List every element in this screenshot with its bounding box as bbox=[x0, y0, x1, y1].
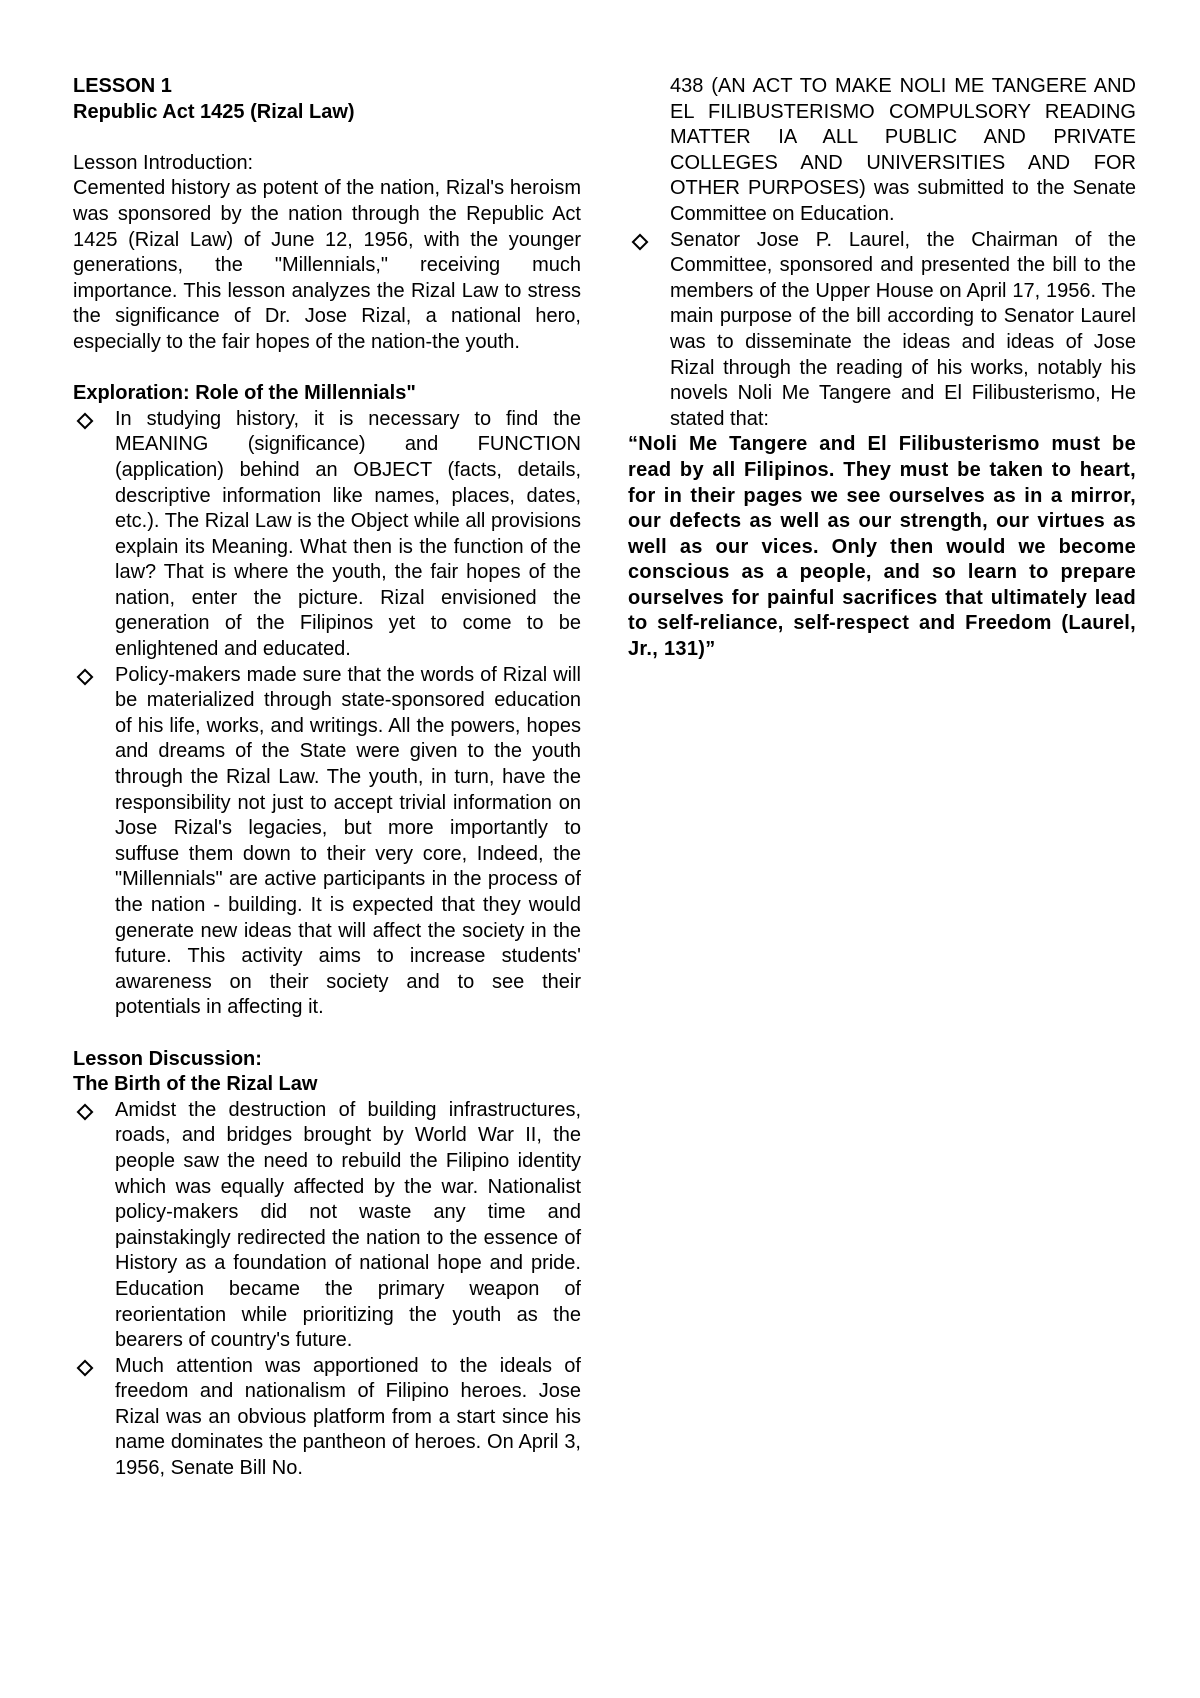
list-item-text: In studying history, it is necessary to find the MEANING (significance) and FUNCTION (application) behind an OBJECT (facts, details, descriptive information like names, places, dates, etc.). The Rizal Law is the Object while all provisions explain its Meaning. What then is the function of the law? That is where the youth, the fair hopes of the nation, enter the picture. Rizal envisioned the generation of the Filipinos yet to come to be enlightened and educated. bbox=[115, 407, 581, 661]
list-item bbox=[628, 228, 1136, 433]
left-column bbox=[73, 74, 581, 1482]
intro-heading: Lesson Introduction: bbox=[73, 151, 254, 174]
exploration-list bbox=[73, 407, 581, 1021]
list-item-text: Policy-makers made sure that the words of Rizal will be materialized through state-sponsored education of his life, works, and writings. All the powers, hopes and dreams of the State were given to the youth through the Rizal Law. The youth, in turn, have the responsibility not just to accept trivial information on Jose Rizal's legacies, but more importantly to suffuse them down to their very core, Indeed, the "Millennials" are active participants in the process of the nation - building. It is expected that they would generate new ideas that will affect the society in the future. This activity aims to increase students' awareness on their society and to see their potentials in affecting it. bbox=[115, 663, 581, 1019]
list-item bbox=[73, 1098, 581, 1354]
right-column bbox=[628, 74, 1136, 663]
exploration-heading: Exploration: Role of the Millennials" bbox=[73, 382, 416, 405]
diamond-outline-icon bbox=[76, 1098, 94, 1126]
birth-list bbox=[73, 1098, 581, 1482]
list-item-text: Much attention was apportioned to the ideals of freedom and nationalism of Filipino heroes. Jose Rizal was an obvious platform from a start since his name dominates the pantheon of heroes. On April 3, 1956, Senate Bill No. bbox=[115, 1354, 581, 1480]
diamond-outline-icon bbox=[76, 407, 94, 435]
list-item-text: Senator Jose P. Laurel, the Chairman of the Committee, sponsored and presented the bill to the members of the Upper House on April 17, 1956. The main purpose of the bill according to Senator Laurel was to disseminate the ideas and ideas of Jose Rizal through the reading of his works, notably his novels Noli Me Tangere and El Filibusterismo, He stated that: bbox=[670, 228, 1136, 430]
diamond-outline-icon bbox=[76, 1354, 94, 1382]
bill-continuation: 438 (AN ACT TO MAKE NOLI ME TANGERE AND EL FILIBUSTERISMO COMPULSORY READING MATTER IA ALL PUBLIC AND PRIVATE COLLEGES AND UNIVERSITIES AND FOR OTHER PURPOSES) was submitted to the Senate Committee on Education. bbox=[670, 75, 1136, 225]
right-list bbox=[628, 228, 1136, 433]
birth-heading: The Birth of the Rizal Law bbox=[73, 1073, 318, 1096]
lesson-subtitle: Republic Act 1425 (Rizal Law) bbox=[73, 100, 355, 123]
list-item bbox=[73, 407, 581, 663]
intro-text: Cemented history as potent of the nation, Rizal's heroism was sponsored by the nation through the Republic Act 1425 (Rizal Law) of June 12, 1956, with the younger generations, the "Millennials," receiving much importance. This lesson analyzes the Rizal Law to stress the significance of Dr. Jose Rizal, a national hero, especially to the fair hopes of the nation-the youth. bbox=[73, 177, 581, 353]
list-item bbox=[73, 1354, 581, 1482]
lesson-title: LESSON 1 bbox=[73, 75, 172, 97]
diamond-outline-icon bbox=[631, 228, 649, 256]
list-item-text: Amidst the destruction of building infrastructures, roads, and bridges brought by World War II, the people saw the need to rebuild the Filipino identity which was equally affected by the war. Nationalist policy-makers did not waste any time and painstakingly redirected the nation to the essence of History as a foundation of national hope and pride. Education became the primary weapon of reorientation while prioritizing the youth as the bearers of country's future. bbox=[115, 1098, 581, 1352]
diamond-outline-icon bbox=[76, 663, 94, 691]
list-item bbox=[73, 663, 581, 1021]
discussion-heading: Lesson Discussion: bbox=[73, 1047, 262, 1070]
laurel-quote: “Noli Me Tangere and El Filibusterismo must be read by all Filipinos. They must be taken to heart, for in their pages we see ourselves as in a mirror, our defects as well as our strength, our virtues as well as our vices. Only then would we become conscious as a people, and so learn to prepare ourselves for painful sacrifices that ultimately lead to self-reliance, self-respect and Freedom (Laurel, Jr., 131)” bbox=[628, 433, 1136, 661]
